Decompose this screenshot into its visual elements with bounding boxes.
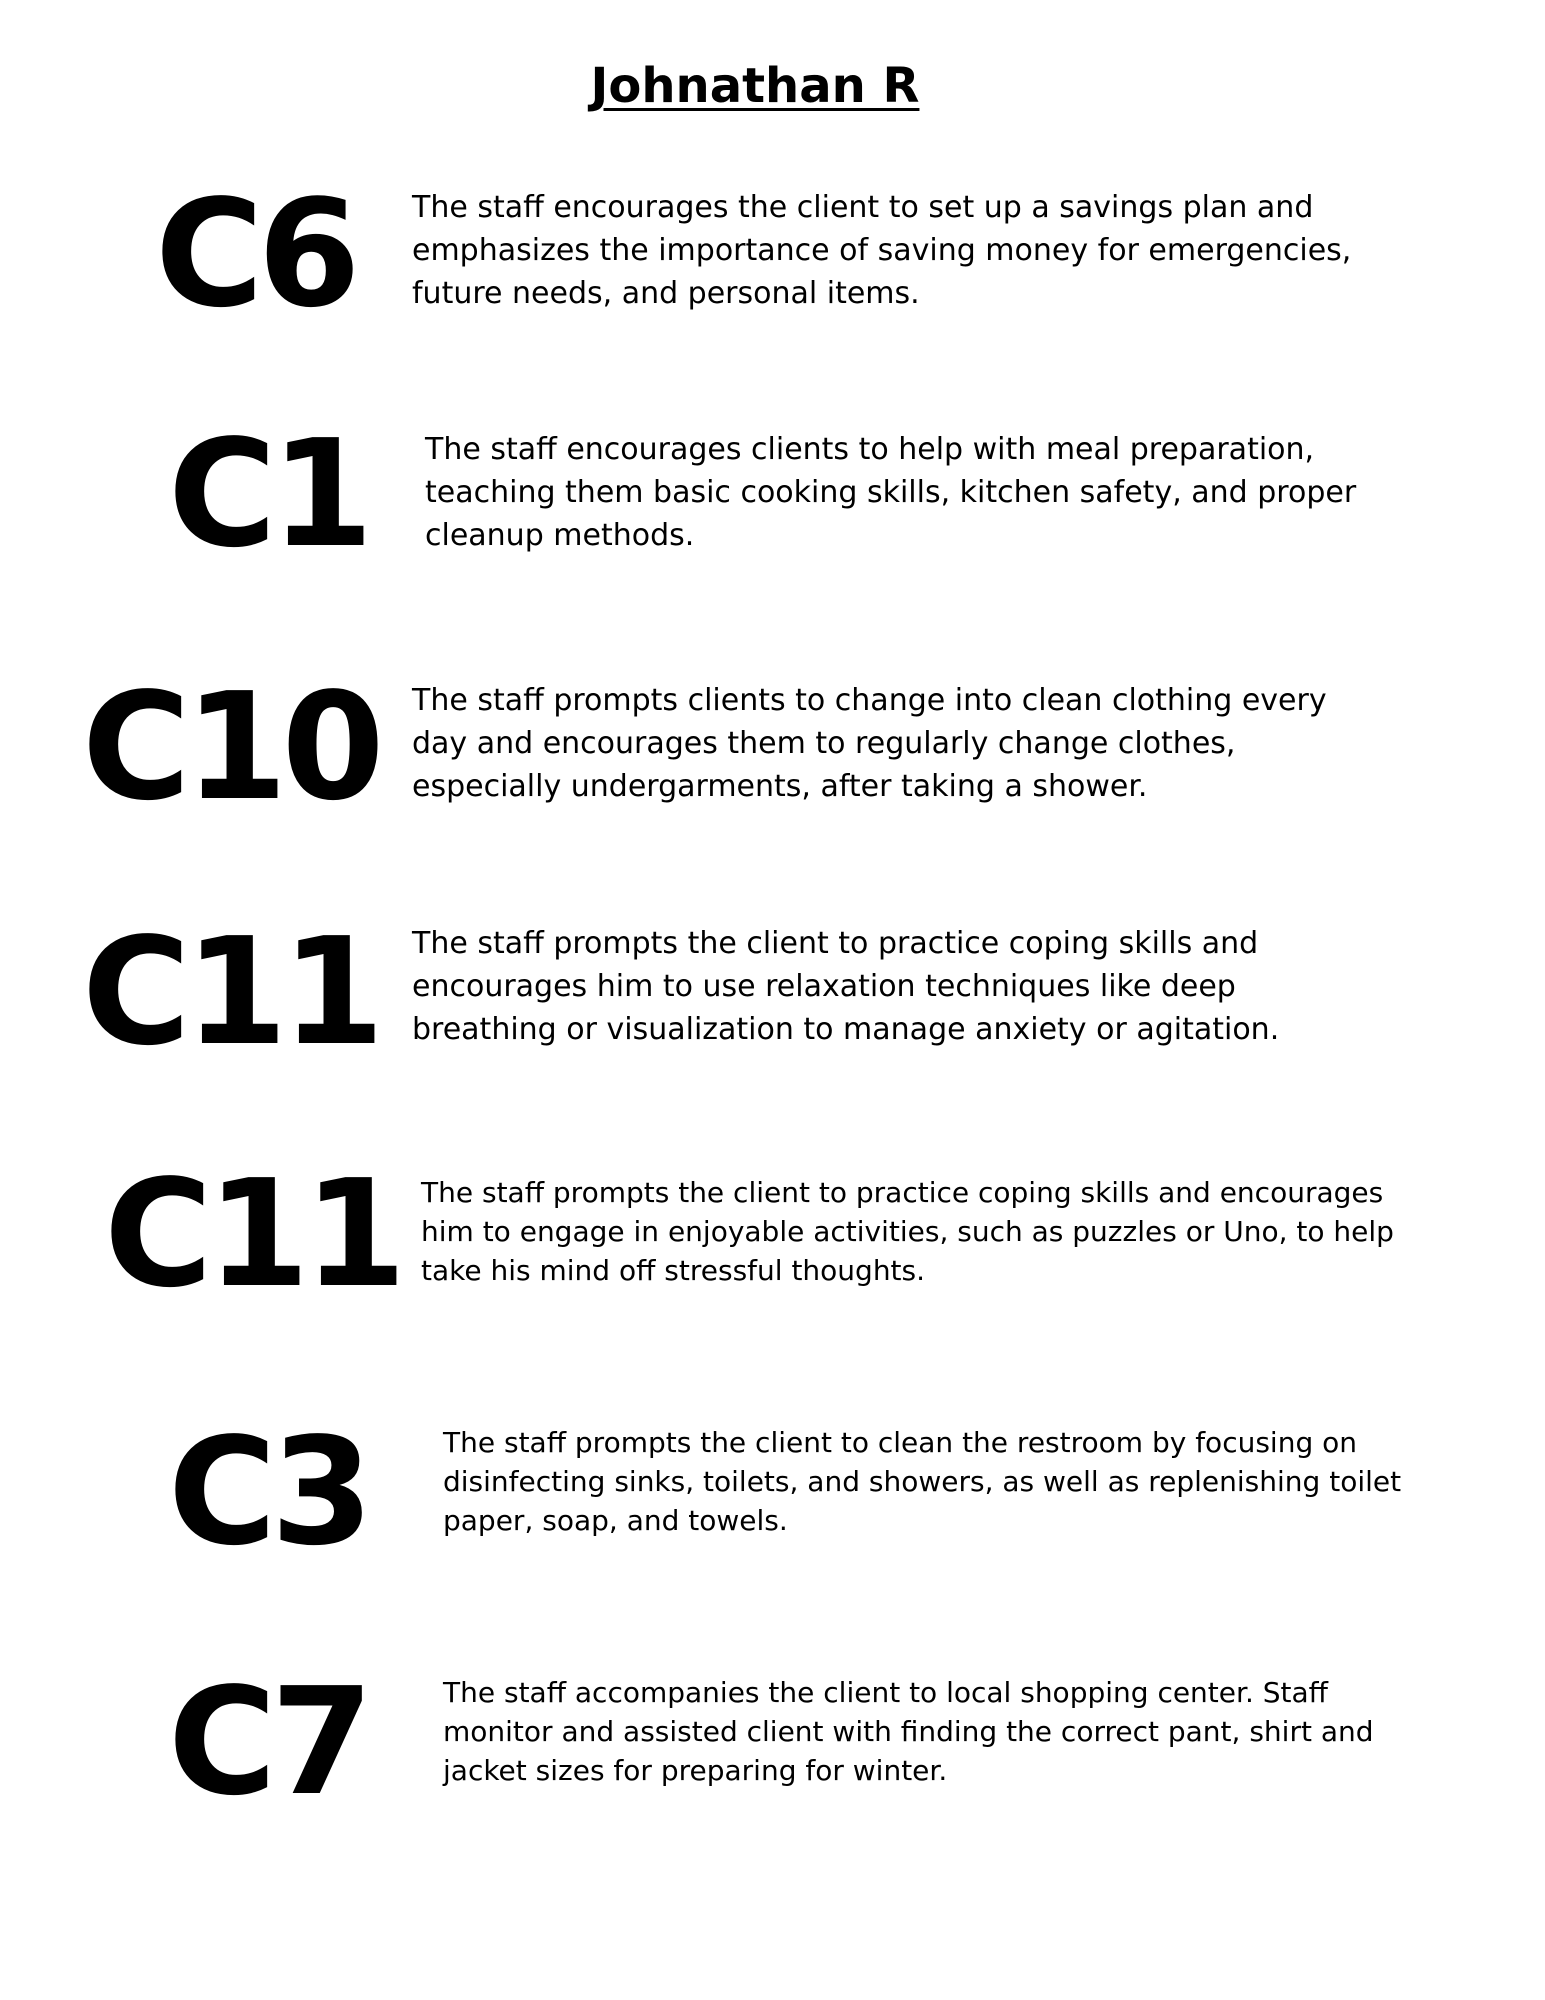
entry-description — [412, 922, 1279, 1051]
description-line: teaching them basic cooking skills, kitchen safety, and proper — [425, 475, 1357, 510]
description-line: The staff encourages the client to set up a savings plan and — [412, 190, 1314, 225]
description-line: take his mind off stressful thoughts. — [421, 1254, 926, 1287]
description-line: jacket sizes for preparing for winter. — [443, 1754, 948, 1787]
entry-description — [443, 1423, 1401, 1540]
entry-code: C11 — [82, 906, 379, 1078]
entry-description — [425, 428, 1356, 557]
description-line: cleanup methods. — [425, 518, 695, 553]
page-title: Johnathan R — [590, 58, 920, 114]
entry-code: C1 — [168, 408, 368, 580]
description-line: monitor and assisted client with finding the correct pant, shirt and — [443, 1715, 1374, 1748]
description-line: The staff prompts clients to change into clean clothing every — [412, 683, 1327, 718]
description-line: encourages him to use relaxation techniques like deep — [412, 969, 1236, 1004]
entry-description — [421, 1173, 1394, 1290]
entry-code: C11 — [104, 1148, 401, 1320]
entry-code: C6 — [155, 168, 355, 340]
description-line: The staff accompanies the client to local shopping center. Staff — [443, 1676, 1328, 1709]
entry-code: C3 — [168, 1406, 368, 1578]
entry-description — [412, 186, 1351, 315]
description-line: The staff prompts the client to practice coping skills and — [412, 926, 1259, 961]
description-line: The staff encourages clients to help with meal preparation, — [425, 432, 1315, 467]
description-line: disinfecting sinks, toilets, and showers, as well as replenishing toilet — [443, 1465, 1402, 1498]
description-line: The staff prompts the client to clean the restroom by focusing on — [443, 1426, 1357, 1459]
description-line: emphasizes the importance of saving money for emergencies, — [412, 233, 1352, 268]
description-line: breathing or visualization to manage anxiety or agitation. — [412, 1012, 1280, 1047]
description-line: The staff prompts the client to practice coping skills and encourages — [421, 1176, 1384, 1209]
description-line: especially undergarments, after taking a shower. — [412, 769, 1148, 804]
description-line: future needs, and personal items. — [412, 276, 920, 311]
entry-description — [412, 679, 1327, 808]
entry-code: C7 — [168, 1656, 368, 1828]
entry-description — [443, 1673, 1374, 1790]
description-line: paper, soap, and towels. — [443, 1504, 788, 1537]
description-line: day and encourages them to regularly change clothes, — [412, 726, 1236, 761]
entry-code: C10 — [82, 661, 379, 833]
description-line: him to engage in enjoyable activities, such as puzzles or Uno, to help — [421, 1215, 1394, 1248]
